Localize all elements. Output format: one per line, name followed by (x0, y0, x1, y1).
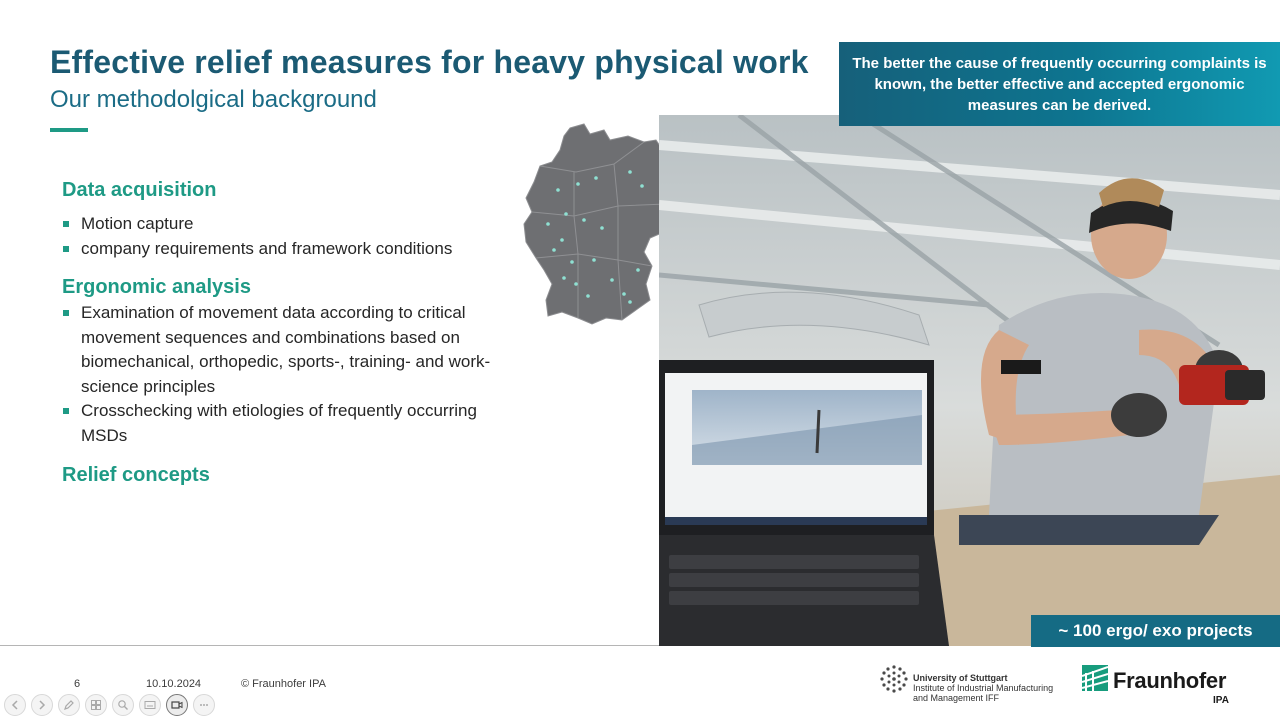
projects-callout (1031, 615, 1280, 647)
university-title: University of Stuttgart (913, 673, 1008, 683)
presenter-toolbar (4, 694, 215, 716)
footer-divider (0, 645, 659, 646)
motion-capture-photo (659, 115, 1280, 646)
more-icon[interactable] (193, 694, 215, 716)
zoom-icon[interactable] (112, 694, 134, 716)
previous-icon[interactable] (4, 694, 26, 716)
bullet-item: Crosschecking with etiologies of frequently occurring MSDs (62, 399, 512, 448)
quote-text: The better the cause of frequently occurring complaints is known, the better effective and accepted ergonomic measures can be derived. (852, 54, 1267, 114)
page-number: 6 (74, 678, 81, 690)
quote-callout (839, 42, 1280, 126)
university-institute-line1: Institute of Industrial Manufacturing (913, 683, 1054, 693)
bullet-item: Motion capture (62, 212, 512, 237)
footer-copyright: © Fraunhofer IPA (241, 678, 326, 690)
slide-subtitle: Our methodolgical background (50, 86, 377, 113)
pen-icon[interactable] (58, 694, 80, 716)
projects-text: ~ 100 ergo/ exo projects (1058, 621, 1253, 640)
fraunhofer-logo-icon (1082, 665, 1108, 691)
bullet-list-data-acquisition (62, 212, 512, 261)
section-heading-ergonomic-analysis: Ergonomic analysis (62, 276, 251, 298)
footer-date: 10.10.2024 (146, 678, 202, 690)
slides-icon[interactable] (85, 694, 107, 716)
bullet-list-ergonomic-analysis (62, 301, 512, 449)
title-accent-bar (50, 128, 88, 132)
fraunhofer-unit: IPA (1213, 695, 1229, 706)
university-name (913, 673, 1053, 703)
subtitles-icon[interactable] (139, 694, 161, 716)
next-icon[interactable] (31, 694, 53, 716)
university-stuttgart-logo-icon (879, 664, 909, 694)
university-institute-line2: and Management IFF (913, 693, 1000, 703)
section-heading-relief-concepts: Relief concepts (62, 464, 210, 486)
section-heading-data-acquisition: Data acquisition (62, 179, 217, 201)
fraunhofer-wordmark: Fraunhofer (1113, 668, 1227, 693)
germany-map (518, 120, 678, 330)
bullet-item: company requirements and framework conditions (62, 237, 512, 262)
slide-title: Effective relief measures for heavy physical work (50, 44, 809, 80)
bullet-item: Examination of movement data according to critical movement sequences and combinations based on biomechanical, orthopedic, sports-, training- and work- science principles (62, 301, 512, 399)
camera-icon[interactable] (166, 694, 188, 716)
